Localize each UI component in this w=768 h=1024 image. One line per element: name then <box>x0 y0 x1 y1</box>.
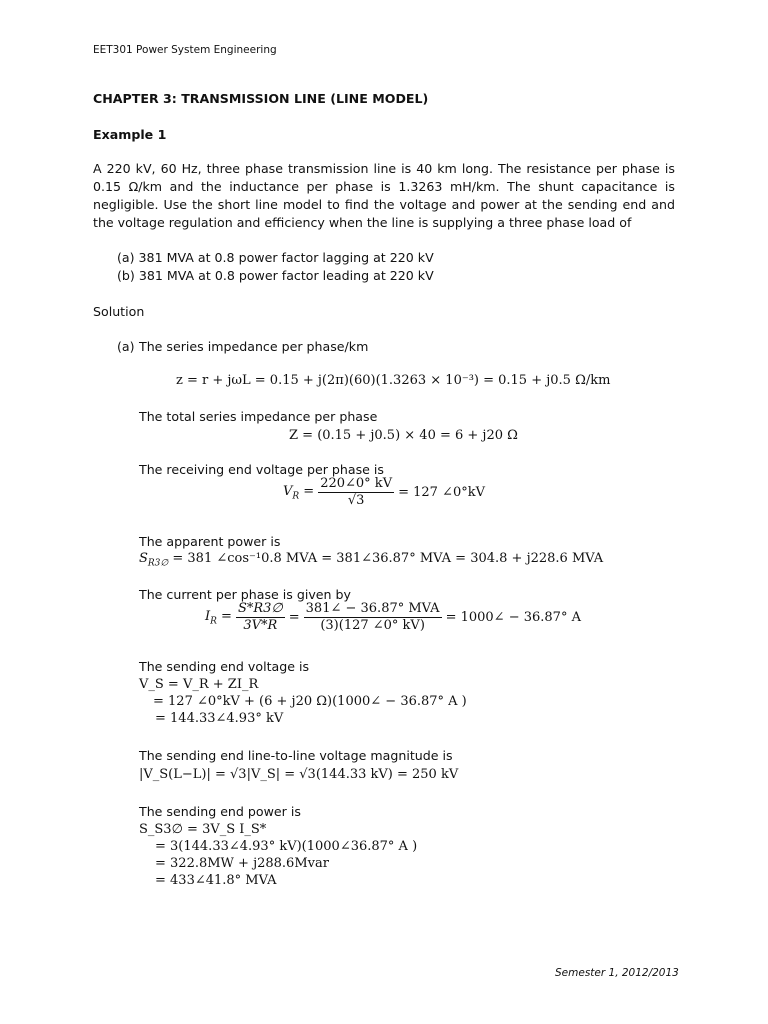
vr-symbol: $V_R$ = <box>283 483 315 502</box>
vr-denominator: √3 <box>347 493 365 508</box>
vr-fraction <box>318 476 394 509</box>
total-impedance-text: The total series impedance per phase <box>139 409 378 424</box>
ss-line-3: = 322.8MW + j288.6Mvar <box>155 856 329 871</box>
ir-result: = 1000∠ − 36.87° A <box>445 610 581 625</box>
problem-statement: A 220 kV, 60 Hz, three phase transmission line is 40 km long. The resistance per phase is 0.15 Ω/km and the inductance per phase is 1.3263 mH/km. The shunt capacitance is negligible. Use the short line model to find the voltage and power at the sending end and the voltage regulation and efficiency when the line is supplying a three phase load of <box>93 161 675 230</box>
ss-line-1: S_S3∅ = 3V_S I_S* <box>139 822 267 837</box>
line-voltage-text: The sending end line-to-line voltage magnitude is <box>139 748 453 763</box>
sending-power-text: The sending end power is <box>139 804 301 819</box>
current-text: The current per phase is given by <box>139 587 351 602</box>
ir-frac1-numerator: S*R3∅ <box>237 601 283 616</box>
series-impedance-text: The series impedance per phase/km <box>139 339 369 354</box>
equation-current: $I_R$ = $\frac{S*R3\emptyset}{3V*R}$ = $\frac{\text{381∠ − 36.87° MVA}}{(3)(127 \angle 0^\circ kV)}$ = 1000∠ − 36.87° A <box>205 601 581 633</box>
equation-total-impedance: Z = (0.15 + j0.5) × 40 = 6 + j20 Ω <box>289 428 518 443</box>
receiving-voltage-text: The receiving end voltage per phase is <box>139 462 384 477</box>
chapter-title: CHAPTER 3: TRANSMISSION LINE (LINE MODEL) <box>93 91 429 106</box>
equation-apparent-power: $S_{R3\emptyset} = 381$ ∠cos⁻¹0.8 MVA = 381∠36.87° MVA = 304.8 + j228.6 MVA <box>139 551 604 569</box>
equation-series-impedance: z = r + jωL = 0.15 + j(2π)(60)(1.3263 × 10⁻³) = 0.15 + j0.5 Ω/km <box>176 373 611 388</box>
vs-line-3: = 144.33∠4.93° kV <box>155 711 284 726</box>
part-a-label: (a) <box>117 339 135 354</box>
case-b: (b) 381 MVA at 0.8 power factor leading at 220 kV <box>117 268 434 283</box>
equation-receiving-voltage <box>283 476 485 509</box>
ir-frac1-denominator: 3V*R <box>243 618 278 633</box>
example-label: Example 1 <box>93 127 167 142</box>
equation-line-voltage: |V_S(L−L)| = √3|V_S| = √3(144.33 kV) = 250 kV <box>139 767 459 782</box>
vs-line-1: V_S = V_R + ZI_R <box>139 677 259 692</box>
sending-voltage-text: The sending end voltage is <box>139 659 310 674</box>
ss-line-2: = 3(144.33∠4.93° kV)(1000∠36.87° A ) <box>155 839 418 854</box>
ss-line-4: = 433∠41.8° MVA <box>155 873 277 888</box>
ir-frac2-denominator: (3)(127 ∠0° kV) <box>320 618 425 633</box>
solution-label: Solution <box>93 304 145 319</box>
ir-frac2-numerator: 381∠ − 36.87° MVA <box>305 601 440 616</box>
apparent-power-text: The apparent power is <box>139 534 281 549</box>
vr-numerator: 220∠0° kV <box>320 476 393 491</box>
semester-footer: Semester 1, 2012/2013 <box>555 967 679 979</box>
vs-line-2: = 127 ∠0°kV + (6 + j20 Ω)(1000∠ − 36.87° A ) <box>153 694 467 709</box>
vr-result: = 127 ∠0°kV <box>398 485 485 500</box>
ir-symbol: $I_R$ = <box>205 608 232 627</box>
course-header: EET301 Power System Engineering <box>93 44 277 56</box>
ir-fraction-1 <box>236 601 285 634</box>
ir-fraction-2 <box>304 601 442 634</box>
case-a: (a) 381 MVA at 0.8 power factor lagging at 220 kV <box>117 250 434 265</box>
